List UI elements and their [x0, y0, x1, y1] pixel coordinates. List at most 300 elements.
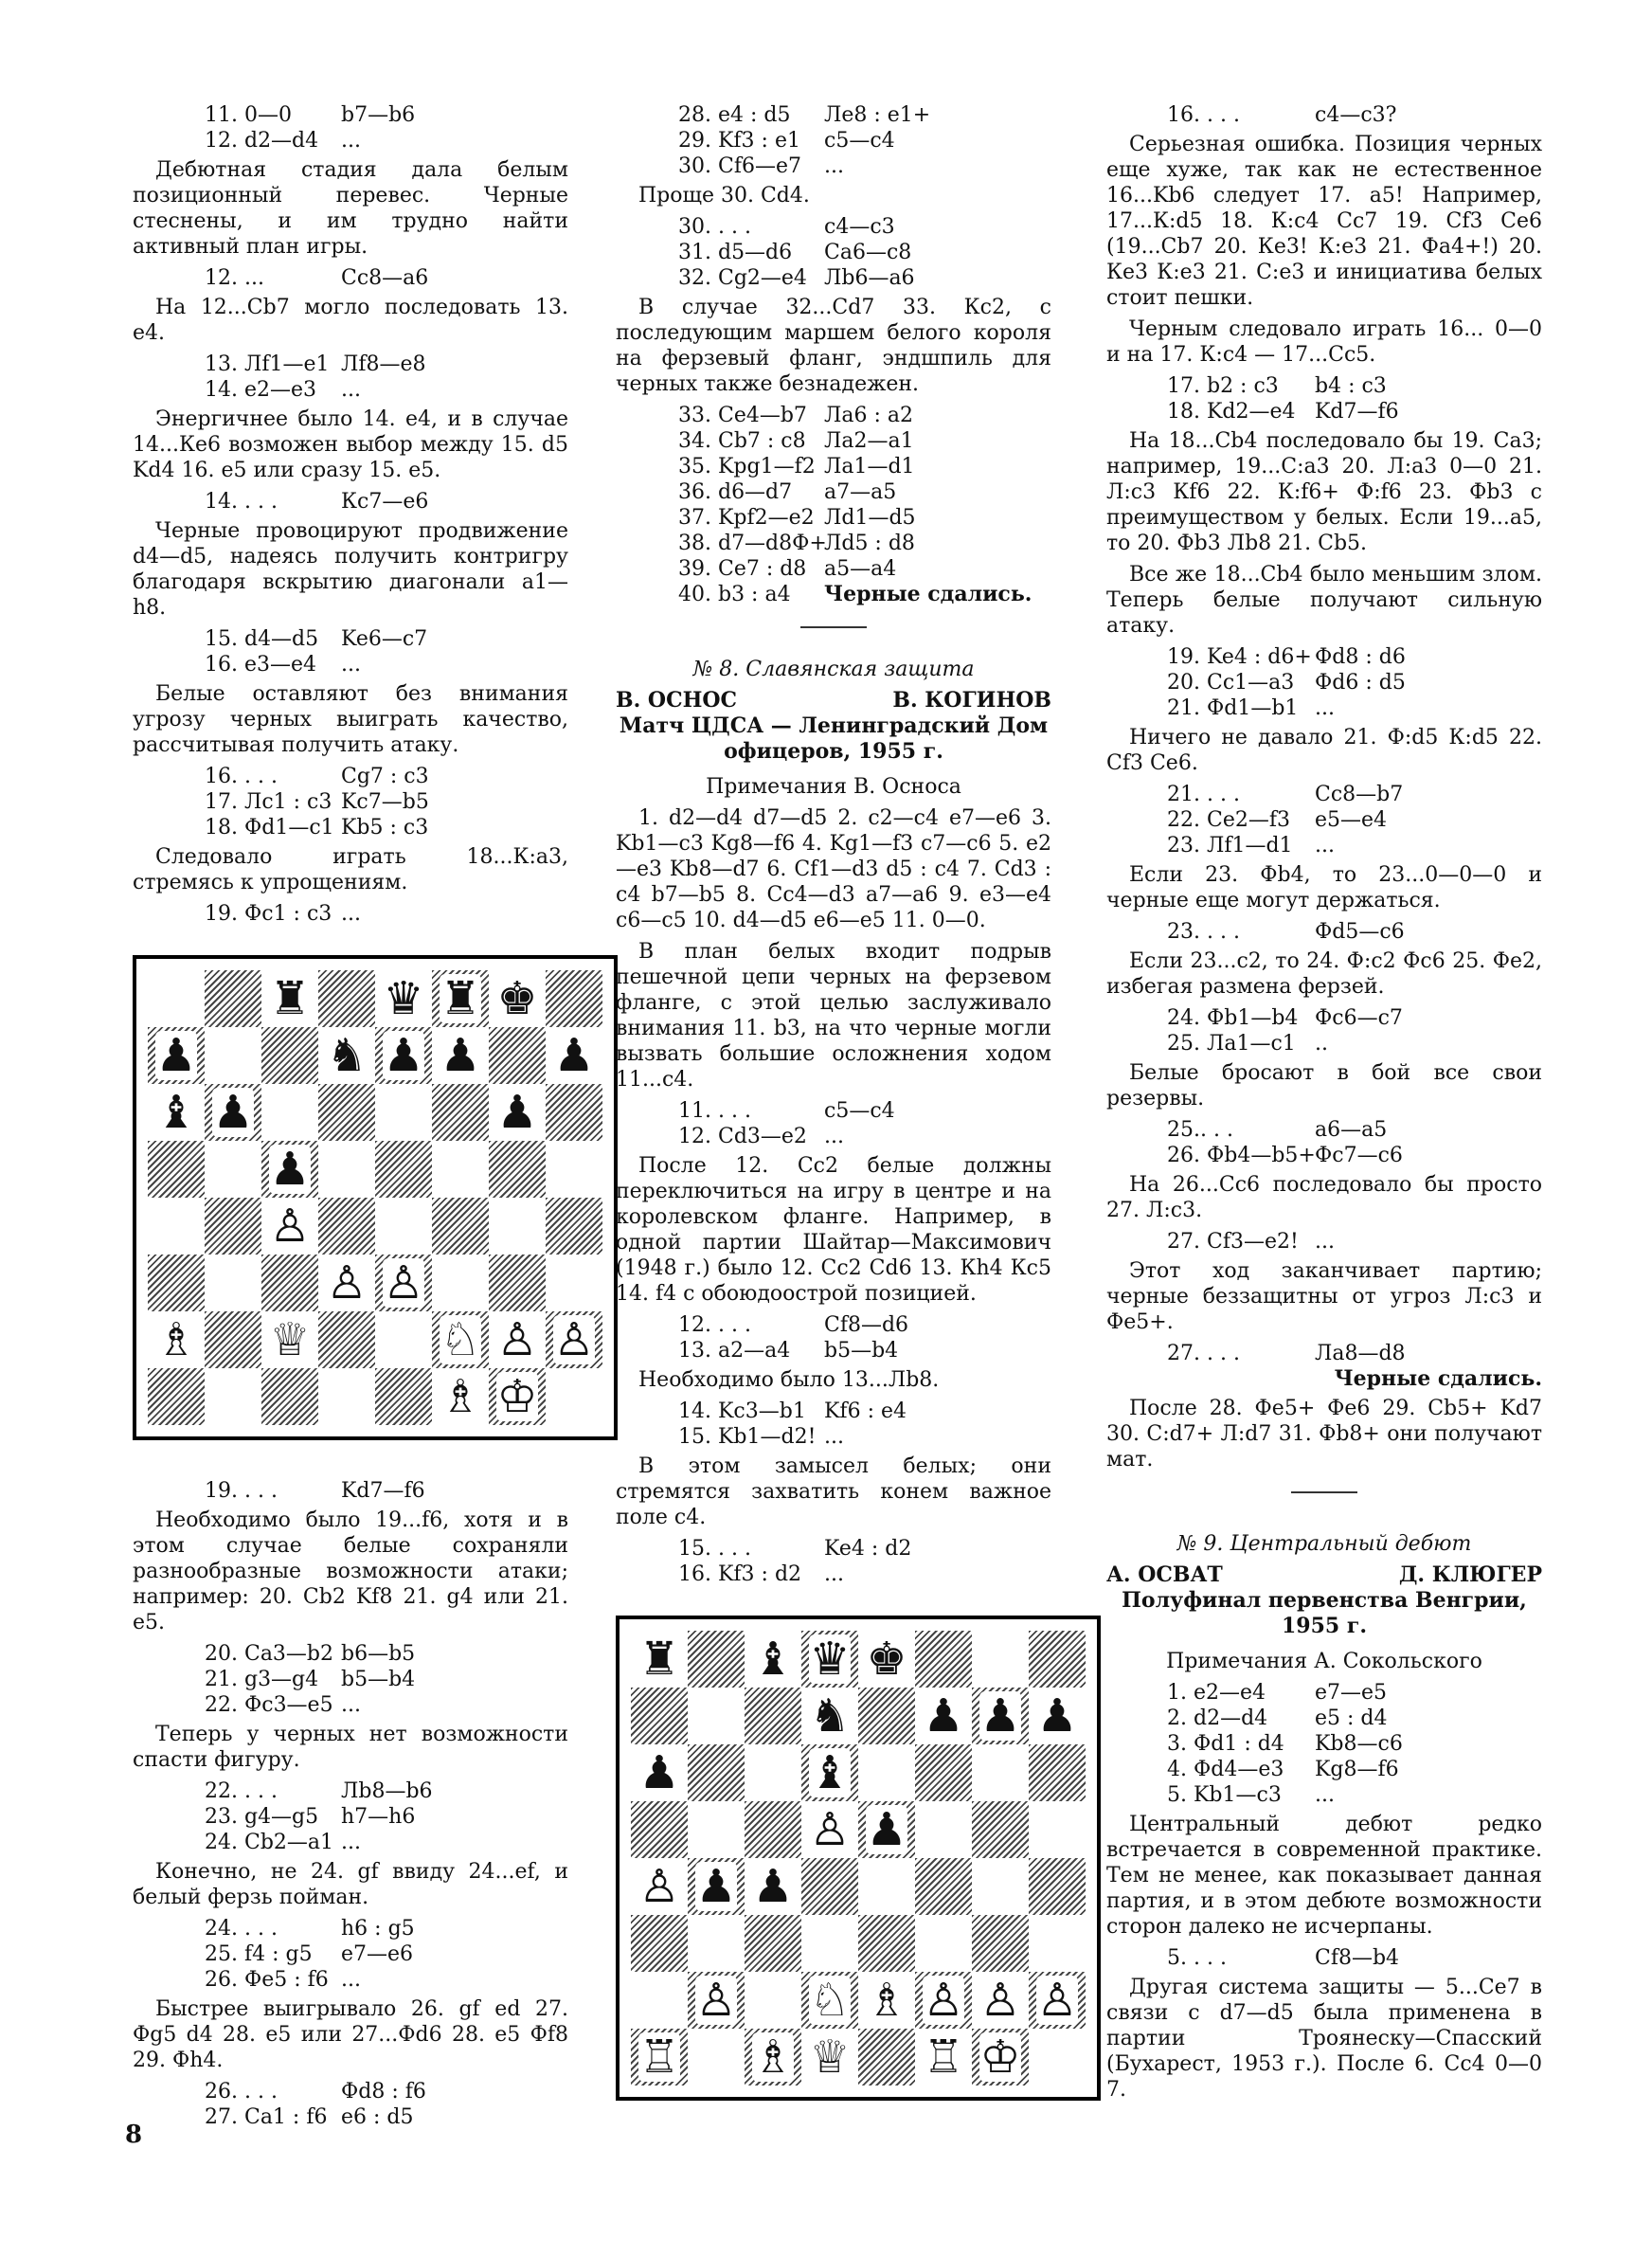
move-row: [616, 479, 1051, 505]
move-row: [616, 1399, 1051, 1424]
moves-block: [1106, 919, 1542, 945]
board-square: [205, 970, 261, 1027]
black-move: Kc7—b5: [341, 790, 429, 814]
black-move: Фd5—c6: [1315, 920, 1405, 944]
board-square: [915, 1688, 972, 1744]
move-row: [1106, 399, 1542, 424]
move-row: [133, 901, 568, 927]
board-square: [318, 1084, 375, 1141]
column-1: [133, 102, 595, 2130]
annotation: Необходимо было 19...f6, хотя и в этом случае белые сохраняли разнообразные возможности атаки; например: 20. Сb2 Kf8 21. g4 или 21. е5.: [133, 1508, 568, 1634]
board-square: [801, 1972, 858, 2029]
white-move: 27. Cf3—e2!: [1167, 1230, 1299, 1254]
black-move: Фd8 : f6: [341, 2080, 426, 2104]
white-move: 5. Kb1—c3: [1167, 1783, 1282, 1807]
moves-block: [616, 102, 1051, 179]
moves-block: [133, 901, 568, 927]
annotation: Ничего не давало 21. Ф:d5 К:d5 22. Сf3 Се6.: [1106, 726, 1542, 775]
move-row: [616, 240, 1051, 265]
black-move: e5—e4: [1315, 808, 1388, 832]
white-move: 19. Ke4 : d6+: [1167, 645, 1312, 669]
white-move: 22. Ce2—f3: [1167, 808, 1290, 832]
white-move: 11. . . .: [678, 1099, 751, 1123]
black-move: Лb6—a6: [824, 266, 915, 290]
board-square: [205, 1027, 261, 1084]
section-divider: [1291, 1491, 1357, 1493]
move-row: [616, 214, 1051, 240]
result: Черные сдались.: [1334, 1366, 1542, 1391]
board-square: [972, 1915, 1029, 1972]
moves-block: [616, 1098, 1051, 1149]
move-row: [133, 652, 568, 677]
board-square: [972, 2029, 1029, 2085]
board-square: [801, 2029, 858, 2085]
black-move: ...: [824, 1425, 844, 1449]
black-move: ...: [341, 1968, 361, 1992]
board-square: [915, 1801, 972, 1858]
white-move: 26. Фe5 : f6: [205, 1968, 329, 1992]
white-pawn-icon: ♙: [1036, 1974, 1078, 2027]
white-move: 19. . . .: [205, 1479, 278, 1503]
white-move: 12. Cd3—e2: [678, 1125, 807, 1148]
board-square: [432, 1084, 489, 1141]
black-move: e6 : d5: [341, 2105, 414, 2129]
board-square: [432, 970, 489, 1027]
black-move: ...: [824, 154, 844, 178]
move-row: [1106, 1731, 1542, 1757]
black-move: ...: [341, 129, 361, 153]
annotation: После 12. Сс2 белые должны переключиться на игру в центре и на королевском фланге. Например, в одной партии Шайтар—Максимович (1948 г.) было 12. Сс2 Cd6 13. Кh4 Кс5 14. f4 с обоюдоострой позицией.: [616, 1154, 1051, 1306]
move-row: [133, 102, 568, 128]
black-pawn-icon: ♟: [752, 1860, 794, 1913]
white-bishop-icon: ♗: [440, 1370, 481, 1423]
annotation: Следовало играть 18...К:а3, стремясь к упрощениям.: [133, 845, 568, 894]
annotation: Если 23. Фb4, то 23...0—0—0 и черные еще могут держаться.: [1106, 863, 1542, 912]
white-move: 34. Cb7 : c8: [678, 429, 806, 453]
move-row: [1106, 670, 1542, 695]
white-move: 25. f4 : g5: [205, 1942, 313, 1966]
white-pawn-icon: ♙: [326, 1256, 368, 1309]
board-square: [375, 1368, 432, 1425]
moves-block: [133, 102, 568, 153]
board-square: [318, 1141, 375, 1198]
annotation: Другая система защиты — 5...Се7 в связи с d7—d5 была применена в партии Троянеску—Спасский (Бухарест, 1953 г.). После 6. Сс4 0—0 7.: [1106, 1976, 1542, 2102]
white-move: 31. d5—d6: [678, 241, 793, 264]
board-square: [261, 1027, 318, 1084]
move-row: [616, 1124, 1051, 1149]
board-square: [631, 1915, 688, 1972]
white-move: 14. e2—e3: [205, 378, 317, 402]
white-pawn-icon: ♙: [269, 1200, 311, 1253]
black-move: Фd6 : d5: [1315, 671, 1406, 695]
black-move: ...: [341, 653, 361, 677]
white-pawn-icon: ♙: [979, 1974, 1021, 2027]
white-bishop-icon: ♗: [866, 1974, 907, 2027]
black-move: h7—h6: [341, 1805, 416, 1829]
board-square: [375, 1084, 432, 1141]
board-square: [148, 1027, 205, 1084]
white-pawn-icon: ♙: [553, 1313, 595, 1366]
black-move: b5—b4: [824, 1339, 899, 1363]
move-row: [616, 403, 1051, 428]
annotation: Дебютная стадия дала белым позиционный перевес. Черные стеснены, и им трудно найти активный план игры.: [133, 158, 568, 259]
black-move: c5—c4: [824, 1099, 895, 1123]
moves-block: [133, 1916, 568, 1993]
black-pawn-icon: ♟: [1036, 1689, 1078, 1742]
white-knight-icon: ♘: [440, 1313, 481, 1366]
move-row: [616, 1562, 1051, 1587]
move-row: [616, 153, 1051, 179]
black-move: ...: [1315, 1230, 1335, 1254]
board-square: [148, 1141, 205, 1198]
black-queen-icon: ♛: [383, 972, 424, 1025]
moves-block: [1106, 1680, 1542, 1808]
players: [616, 688, 1051, 713]
board-square: [375, 1198, 432, 1255]
white-rook-icon: ♖: [923, 2031, 964, 2084]
move-row: [133, 1830, 568, 1855]
board-square: [915, 1631, 972, 1688]
move-row: [133, 764, 568, 789]
board-square: [148, 1198, 205, 1255]
board-square: [205, 1368, 261, 1425]
move-row: [1106, 1782, 1542, 1808]
white-move: 30. . . .: [678, 215, 751, 239]
board-square: [432, 1027, 489, 1084]
board-square: [318, 1311, 375, 1368]
board-square: [148, 1255, 205, 1311]
black-move: Kb8—c6: [1315, 1732, 1403, 1756]
board-square: [375, 1255, 432, 1311]
white-move: 33. Ce4—b7: [678, 404, 807, 427]
black-move: a5—a4: [824, 557, 897, 581]
black-move: Лf8—e8: [341, 352, 426, 376]
black-pawn-icon: ♟: [979, 1689, 1021, 1742]
annotation: Черным следовало играть 16... 0—0 и на 17. К:с4 — 17...Сс5.: [1106, 317, 1542, 367]
chess-diagram: [616, 1616, 1101, 2101]
moves-block: [1106, 373, 1542, 424]
white-move: 16. . . .: [205, 765, 278, 788]
white-king-icon: ♔: [496, 1370, 538, 1423]
annotation: Быстрее выигрывало 26. gf ed 27. Фg5 d4 28. е5 или 27...Фd6 28. е5 Фf8 29. Фh4.: [133, 1997, 568, 2072]
moves-block: [133, 2079, 568, 2130]
black-move: Фd8 : d6: [1315, 645, 1406, 669]
moves-block: [133, 1779, 568, 1855]
moves-block: [616, 403, 1051, 607]
black-move: b4 : c3: [1315, 374, 1387, 398]
board-square: [205, 1255, 261, 1311]
board-square: [261, 1255, 318, 1311]
board-square: [631, 1801, 688, 1858]
board-square: [205, 1141, 261, 1198]
board-square: [858, 2029, 915, 2085]
game-title: № 8. Славянская защита: [692, 658, 975, 681]
black-pawn-icon: ♟: [638, 1746, 680, 1799]
moves-block: [1106, 1229, 1542, 1255]
white-move: 36. d6—d7: [678, 480, 793, 504]
white-move: 26. . . .: [205, 2080, 278, 2104]
board-square: [261, 1311, 318, 1368]
white-move: 15. Kb1—d2!: [678, 1425, 817, 1449]
column-3: [1106, 102, 1542, 2108]
move-row: [133, 1667, 568, 1692]
black-move: Kf6 : e4: [824, 1399, 907, 1423]
move-row: [133, 1478, 568, 1504]
white-move: 17. b2 : c3: [1167, 374, 1279, 398]
board-square: [858, 1744, 915, 1801]
black-bishop-icon: ♝: [752, 1633, 794, 1686]
move-row: [133, 1967, 568, 1993]
board-square: [205, 1084, 261, 1141]
board-square: [489, 1141, 546, 1198]
black-move: Лd1—d5: [824, 506, 916, 530]
white-move: 4. Фd4—e3: [1167, 1758, 1284, 1781]
board-square: [858, 1631, 915, 1688]
black-rook-icon: ♜: [638, 1633, 680, 1686]
board-square: [261, 970, 318, 1027]
moves-block: [616, 1399, 1051, 1450]
black-move: b6—b5: [341, 1642, 416, 1666]
board-square: [801, 1858, 858, 1915]
board-square: [375, 1027, 432, 1084]
board-square: [858, 1915, 915, 1972]
move-row: [1106, 919, 1542, 945]
black-move: b7—b6: [341, 103, 416, 127]
annotation: Этот ход заканчивает партию; черные беззащитны от угроз Л:с3 и Фе5+.: [1106, 1259, 1542, 1334]
board-square: [858, 1688, 915, 1744]
black-pawn-icon: ♟: [866, 1803, 907, 1856]
black-move: a7—a5: [824, 480, 897, 504]
board-square: [205, 1198, 261, 1255]
white-pawn-icon: ♙: [383, 1256, 424, 1309]
board-square: [546, 1027, 602, 1084]
black-move: ...: [1315, 834, 1335, 858]
section-divider: [800, 626, 867, 628]
black-move: Лa1—d1: [824, 455, 915, 478]
white-move: 21. . . .: [1167, 783, 1240, 806]
board-square: [688, 2029, 745, 2085]
black-move: ...: [1315, 696, 1335, 720]
black-pawn-icon: ♟: [155, 1029, 197, 1082]
black-move: Ke6—c7: [341, 627, 428, 651]
board-square: [631, 1688, 688, 1744]
moves-block: [616, 214, 1051, 291]
board-square: [148, 970, 205, 1027]
white-move: 21. g3—g4: [205, 1668, 319, 1691]
board-square: [801, 1915, 858, 1972]
white-knight-icon: ♘: [809, 1974, 851, 2027]
annotation: Черные провоцируют продвижение d4—d5, надеясь получить контригру благодаря вскрытию диагонали а1—h8.: [133, 519, 568, 620]
board-square: [546, 1368, 602, 1425]
white-move: 16. e3—e4: [205, 653, 317, 677]
move-row: [133, 1916, 568, 1941]
board-square: [489, 1255, 546, 1311]
move-row: [1106, 373, 1542, 399]
board-square: [261, 1198, 318, 1255]
board-square: [546, 1084, 602, 1141]
move-row: [1106, 782, 1542, 807]
move-row: [1106, 1117, 1542, 1143]
black-move: e5 : d4: [1315, 1706, 1388, 1730]
move-row: [133, 265, 568, 291]
annotation: Если 23...с2, то 24. Ф:с2 Фс6 25. Фе2, избегая размена ферзей.: [1106, 949, 1542, 999]
board-square: [318, 970, 375, 1027]
black-move: ...: [824, 1562, 844, 1586]
black-move: c4—c3: [824, 215, 895, 239]
black-move: c4—c3?: [1315, 103, 1397, 127]
moves-block: [1106, 1117, 1542, 1168]
white-queen-icon: ♕: [809, 2031, 851, 2084]
black-move: ..: [1315, 1032, 1328, 1056]
white-move: 1. e2—e4: [1167, 1681, 1266, 1705]
white-move: 21. Фd1—b1: [1167, 696, 1299, 720]
move-row: [133, 377, 568, 403]
black-move: c5—c4: [824, 129, 895, 153]
black-move: e7—e6: [341, 1942, 414, 1966]
black-move: Лe8 : e1+: [824, 103, 931, 127]
black-move: Лa2—a1: [824, 429, 914, 453]
annotation: Серьезная ошибка. Позиция черных еще хуже, так как не естественное 16...Kb6 следует 17. а5! Например, 17...К:d5 18. К:с4 Сс7 19. Сf3 Се6 (19...Сb7 20. Ке3! К:е3 21. Фа4+!) 20. Ке3 К:е3 21. С:е3 и инициатива белых стоит пешки.: [1106, 133, 1542, 310]
board-square: [972, 1801, 1029, 1858]
annotation: В случае 32...Cd7 33. Кс2, с последующим маршем белого короля на ферзевый фланг, эндшпиль для черных также безнадежен.: [616, 296, 1051, 396]
board-square: [205, 1311, 261, 1368]
board-square: [972, 1688, 1029, 1744]
annotation: Белые бросают в бой все свои резервы.: [1106, 1061, 1542, 1110]
white-move: 35. Kpg1—f2: [678, 455, 816, 478]
black-move: ...: [341, 1693, 361, 1717]
move-row: [133, 1804, 568, 1830]
board-square: [915, 1744, 972, 1801]
move-row: [133, 1941, 568, 1967]
board-square: [148, 1311, 205, 1368]
white-pawn-icon: ♙: [809, 1803, 851, 1856]
board-square: [745, 1801, 801, 1858]
board-square: [1029, 1631, 1086, 1688]
board-square: [489, 1311, 546, 1368]
board-square: [915, 2029, 972, 2085]
black-player: Д. КЛЮГЕР: [1398, 1562, 1542, 1587]
board-square: [546, 1255, 602, 1311]
board-square: [858, 1972, 915, 2029]
move-row: [1106, 1757, 1542, 1782]
moves-block: [616, 1536, 1051, 1587]
move-row: [616, 582, 1051, 607]
black-bishop-icon: ♝: [809, 1746, 851, 1799]
board-square: [261, 1084, 318, 1141]
board-square: [801, 1631, 858, 1688]
white-move: 38. d7—d8Ф+: [678, 532, 827, 555]
white-pawn-icon: ♙: [638, 1860, 680, 1913]
black-move: Лd5 : d8: [824, 532, 915, 555]
board-square: [148, 1084, 205, 1141]
black-pawn-icon: ♟: [440, 1029, 481, 1082]
players: [1106, 1562, 1542, 1588]
board-square: [546, 1141, 602, 1198]
move-row: [616, 556, 1051, 582]
black-move: a6—a5: [1315, 1118, 1388, 1142]
move-row: [616, 1536, 1051, 1562]
black-move: Черные сдались.: [824, 582, 1032, 606]
move-row: [133, 1641, 568, 1667]
board-square: [1029, 1688, 1086, 1744]
board-square: [1029, 1858, 1086, 1915]
black-move: Фc7—c6: [1315, 1144, 1403, 1167]
board-square: [546, 1198, 602, 1255]
board-square: [318, 1255, 375, 1311]
board-square: [972, 1744, 1029, 1801]
board-square: [489, 1027, 546, 1084]
move-row: [1106, 1005, 1542, 1031]
white-move: 14. Kc3—b1: [678, 1399, 806, 1423]
white-move: 27. Ca1 : f6: [205, 2105, 328, 2129]
white-move: 14. . . .: [205, 490, 278, 514]
white-move: 15. d4—d5: [205, 627, 319, 651]
black-move: Лa6 : a2: [824, 404, 913, 427]
white-move: 17. Лс1 : c3: [205, 790, 332, 814]
move-row: [1106, 1031, 1542, 1056]
black-pawn-icon: ♟: [383, 1029, 424, 1082]
black-move: Kd7—f6: [1315, 400, 1399, 424]
board-square: [972, 1858, 1029, 1915]
board-square: [688, 1801, 745, 1858]
white-move: 23. . . .: [1167, 920, 1240, 944]
white-move: 29. Kf3 : e1: [678, 129, 800, 153]
move-row: [1106, 1229, 1542, 1255]
board-square: [972, 1972, 1029, 2029]
moves-block: [133, 352, 568, 403]
board-square: [688, 1744, 745, 1801]
white-pawn-icon: ♙: [923, 1974, 964, 2027]
board-square: [972, 1631, 1029, 1688]
white-move: 5. . . .: [1167, 1946, 1227, 1970]
white-rook-icon: ♖: [638, 2031, 680, 2084]
black-move: Лa8—d8: [1315, 1342, 1406, 1365]
board-square: [489, 1198, 546, 1255]
board-square: [432, 1255, 489, 1311]
black-move: Cf8—b4: [1315, 1946, 1400, 1970]
annotation: Проще 30. Cd4.: [638, 184, 810, 208]
game-title: № 9. Центральный дебют: [1176, 1532, 1472, 1556]
move-row: [133, 2079, 568, 2104]
board-square: [1029, 1801, 1086, 1858]
black-move: ...: [341, 378, 361, 402]
board-square: [688, 1688, 745, 1744]
white-pawn-icon: ♙: [695, 1974, 737, 2027]
column-2: [616, 102, 1078, 2114]
annotation: В этом замысел белых; они стремятся захватить конем важное поле с4.: [616, 1454, 1051, 1529]
board-square: [745, 1688, 801, 1744]
board-square: [1029, 1972, 1086, 2029]
black-move: ...: [341, 1831, 361, 1854]
black-move: Лb8—b6: [341, 1779, 433, 1803]
white-move: 37. Kpf2—e2: [678, 506, 815, 530]
board-square: [745, 1858, 801, 1915]
opening-moves: 1. d2—d4 d7—d5 2. c2—c4 e7—e6 3. Kb1—c3 Kg8—f6 4. Kg1—f3 c7—c6 5. e2—e3 Kb8—d7 6. Cf1—d3 d5 : c4 7. Cd3 : c4 b7—b5 8. Cc4—d3 a7—a6 9. e3—e4 c6—c5 10. d4—d5 e6—e5 11. 0—0.: [616, 806, 1051, 932]
move-row: [133, 815, 568, 840]
white-move: 26. Фb4—b5+: [1167, 1144, 1316, 1167]
black-king-icon: ♚: [496, 972, 538, 1025]
moves-block: [133, 626, 568, 677]
black-pawn-icon: ♟: [695, 1860, 737, 1913]
event-info: Матч ЦДСА — Ленинградский Дом офицеров, 1955 г.: [619, 713, 1049, 764]
board-square: [375, 970, 432, 1027]
black-pawn-icon: ♟: [212, 1086, 254, 1139]
board-square: [688, 1858, 745, 1915]
chess-diagram: [133, 955, 618, 1440]
event-info: Полуфинал первенства Венгрии, 1955 г.: [1122, 1588, 1527, 1638]
black-move: Cf8—d6: [824, 1313, 909, 1337]
white-player: В. ОСНОС: [616, 688, 738, 713]
